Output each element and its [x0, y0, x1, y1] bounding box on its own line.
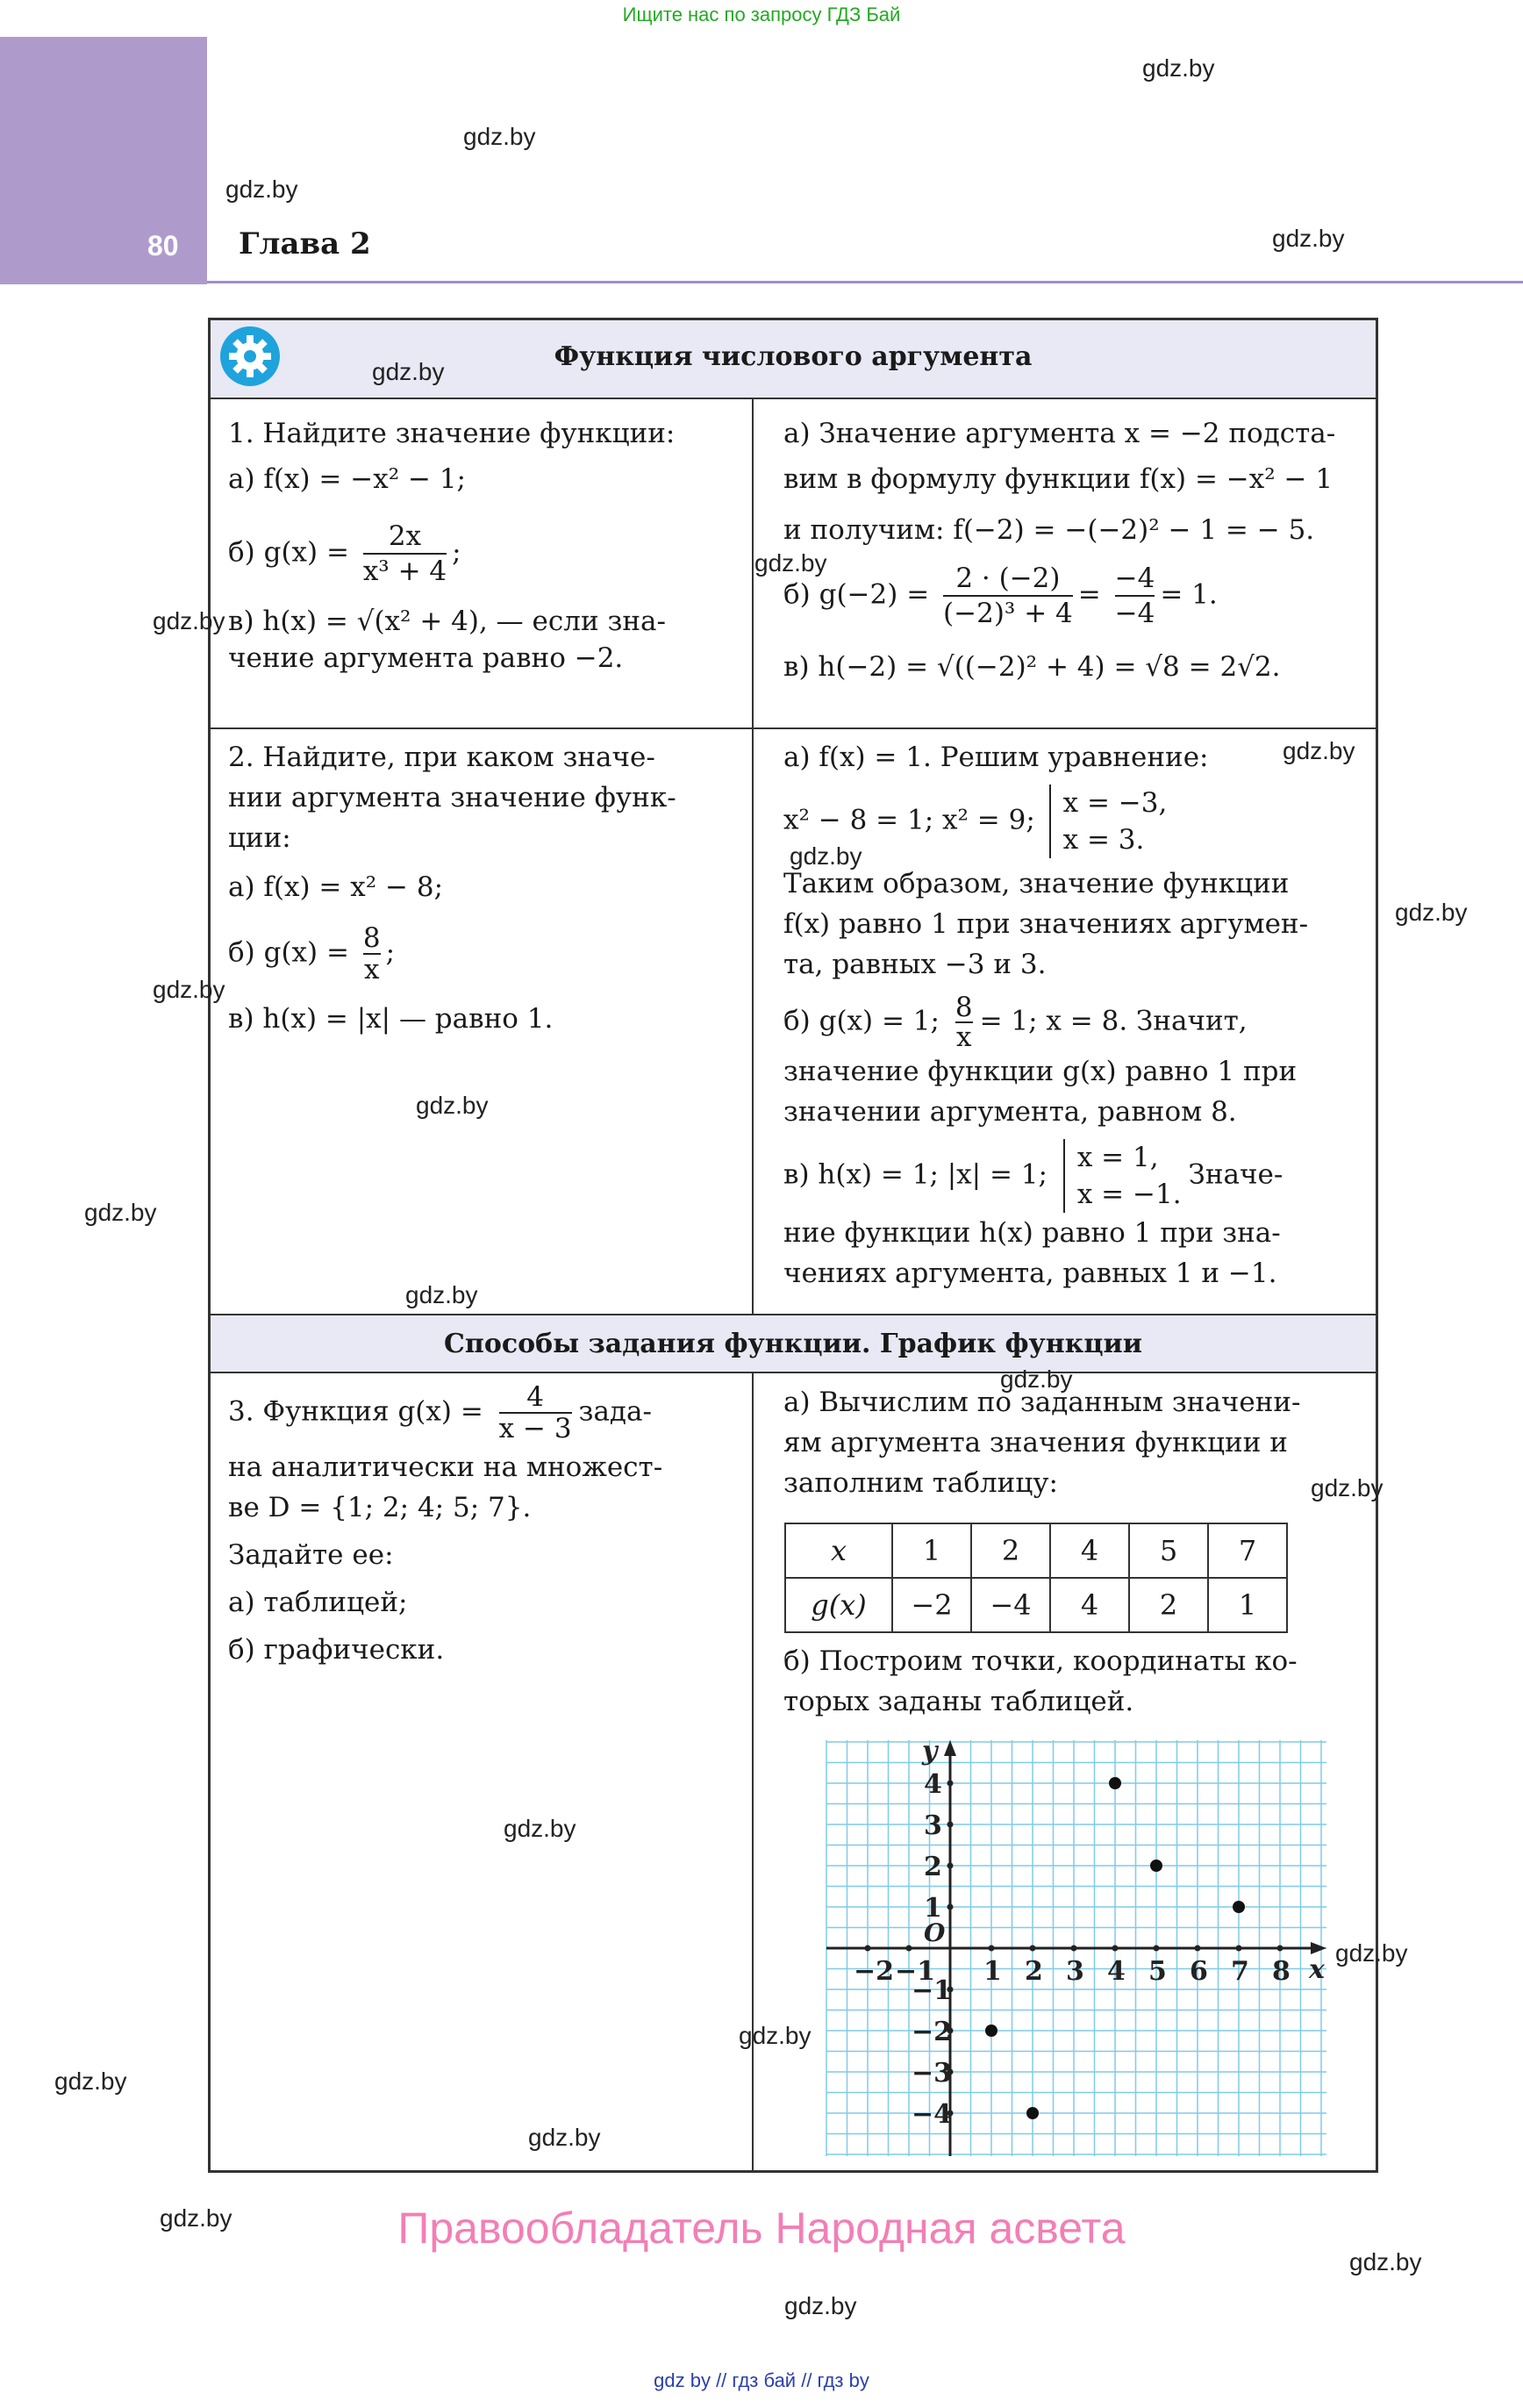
task1-answer-b: б) g(−2) = $\frac{2 \cdot (-2)}{\text{(−2)³ + 4}}$ = $\frac{-4}{-4}$ = 1.	[783, 563, 1218, 629]
watermark: gdz.by	[153, 607, 225, 634]
task2-item-b: б) g(x) = $\frac{8}{x}$ ;	[228, 922, 396, 985]
x-tick-label: −1	[895, 1956, 936, 1987]
y-tick	[947, 1904, 954, 1910]
x-axis-arrow	[1311, 1942, 1326, 1954]
watermark: gdz.by	[372, 358, 445, 385]
section-title-1: Функция числового аргумента	[554, 341, 1033, 372]
x-tick	[906, 1946, 912, 1952]
data-point	[1150, 1860, 1162, 1872]
task2-question	[228, 737, 737, 1039]
y-tick-label: −2	[912, 2017, 953, 2047]
task2-answer-c: в) h(x) = 1; |x| = 1; x = 1, x = −1. Значе-	[783, 1139, 1371, 1213]
x-tick-label: 7	[1231, 1956, 1249, 1987]
watermark: gdz.by	[528, 2124, 601, 2151]
x-tick	[1195, 1946, 1201, 1952]
x-tick-label: 8	[1272, 1956, 1291, 1987]
task1-item-c: в) h(x) = √(x² + 4), — если зна-	[228, 606, 666, 637]
x-tick-label: 5	[1148, 1956, 1167, 1987]
task1-question	[228, 411, 737, 681]
y-tick-label: 3	[924, 1810, 942, 1841]
watermark: gdz.by	[153, 976, 225, 1003]
task3-line3: ве D = {1; 2; 4; 5; 7}.	[228, 1492, 532, 1523]
task3-line1: 3. Функция g(x) = $\frac{4}{x - 3}$ зада-	[228, 1381, 652, 1444]
x-tick-label: 3	[1066, 1956, 1084, 1987]
y-tick	[947, 1863, 954, 1869]
table-cell: 2	[971, 1523, 1050, 1578]
x-tick-label: 1	[983, 1956, 1002, 1987]
y-tick-label: 1	[924, 1893, 942, 1924]
x-tick	[1071, 1946, 1077, 1952]
task2-answer-a2: x² − 8 = 1; x² = 9; x = −3, x = 3.	[783, 785, 1371, 858]
table-cell: 7	[1208, 1523, 1287, 1578]
watermark: gdz.by	[160, 2204, 232, 2232]
table-cell: −2	[892, 1578, 971, 1632]
y-tick-label: 2	[924, 1852, 942, 1882]
top-note: Ищите нас по запросу ГДЗ Бай	[622, 4, 901, 25]
watermark: gdz.by	[84, 1199, 157, 1226]
task1-answer	[783, 411, 1371, 690]
row-divider	[211, 727, 1376, 729]
task1-item-a: а) f(x) = −x² − 1;	[228, 463, 466, 495]
task3-line2: на аналитически на множест-	[228, 1451, 663, 1483]
watermark: gdz.by	[416, 1092, 489, 1119]
task2-answer-a5: та, равных −3 и 3.	[783, 949, 1047, 980]
table-cell: 2	[1129, 1578, 1208, 1632]
watermark: gdz.by	[1272, 225, 1345, 252]
table-cell: 5	[1129, 1523, 1208, 1578]
task2-answer-b: б) g(x) = 1; $\frac{8}{x}$ = 1; x = 8. Значит,	[783, 992, 1248, 1053]
task2-item-a: а) f(x) = x² − 8;	[228, 871, 444, 903]
watermark: gdz.by	[225, 176, 298, 203]
watermark: gdz.by	[1283, 737, 1355, 764]
data-point	[1026, 2107, 1039, 2119]
fraction-denominator: x³ + 4	[362, 555, 447, 587]
x-tick	[989, 1946, 995, 1952]
header-rule	[207, 281, 1523, 283]
task1-answer-a2: вим в формулу функции f(x) = −x² − 1	[783, 463, 1334, 495]
task3-line4: Задайте ее:	[228, 1539, 394, 1571]
gear-icon	[220, 326, 280, 386]
table-cell: 4	[1050, 1523, 1129, 1578]
data-point	[985, 2025, 997, 2037]
watermark: gdz.by	[405, 1281, 478, 1308]
task3-answer-a1: а) Вычислим по заданным значени-	[783, 1387, 1301, 1418]
bottom-note: gdz by // гдз бай // гдз by	[654, 2369, 869, 2391]
watermark: gdz.by	[784, 2292, 857, 2319]
task2-answer	[783, 737, 1371, 1294]
data-point	[1233, 1901, 1245, 1913]
task3-answer-b	[783, 1641, 1371, 1722]
table-cell: x	[785, 1523, 892, 1578]
section-title-2: Способы задания функции. График функции	[443, 1329, 1142, 1359]
task1-answer-a1: а) Значение аргумента x = −2 подста-	[783, 418, 1336, 449]
y-axis-label: y	[922, 1736, 938, 1767]
watermark: gdz.by	[463, 123, 536, 150]
task2-answer-a1: а) f(x) = 1. Решим уравнение:	[783, 742, 1209, 773]
x-axis-label: x	[1309, 1954, 1325, 1985]
task2-line1: 2. Найдите, при каком значе-	[228, 742, 655, 773]
watermark: gdz.by	[739, 2022, 812, 2049]
watermark: gdz.by	[1142, 54, 1215, 82]
x-tick	[1277, 1946, 1283, 1952]
y-tick-label: 4	[924, 1769, 942, 1800]
task2-answer-c3: чениях аргумента, равных 1 и −1.	[783, 1258, 1277, 1289]
x-tick-label: 4	[1107, 1956, 1126, 1987]
table-cell: 1	[1208, 1578, 1287, 1632]
y-tick-label: −1	[912, 1975, 953, 2006]
watermark: gdz.by	[54, 2068, 127, 2095]
task3-answer-b1: б) Построим точки, координаты ко-	[783, 1645, 1298, 1677]
task2-answer-b3: значении аргумента, равном 8.	[783, 1096, 1237, 1128]
task2-line2: нии аргумента значение функ-	[228, 782, 676, 813]
task1-answer-a3: и получим: f(−2) = −(−2)² − 1 = − 5.	[783, 514, 1315, 546]
watermark: gdz.by	[754, 549, 827, 577]
watermark: gdz.by	[790, 842, 862, 870]
coordinate-plot	[816, 1733, 1334, 2163]
table-cell: 1	[892, 1523, 971, 1578]
column-divider-top	[752, 399, 754, 1314]
table-cell: 4	[1050, 1578, 1129, 1632]
task2-line3: ции:	[228, 822, 291, 854]
task1-answer-c: в) h(−2) = √((−2)² + 4) = √8 = 2√2.	[783, 651, 1281, 683]
watermark: gdz.by	[1311, 1474, 1384, 1501]
task2-answer-a3: Таким образом, значение функции	[783, 868, 1290, 899]
y-tick	[947, 1822, 954, 1828]
task3-question	[228, 1382, 737, 1670]
watermark: gdz.by	[1000, 1365, 1073, 1393]
y-tick-label: −4	[912, 2099, 953, 2130]
watermark: gdz.by	[1335, 1939, 1408, 1967]
section-header-2	[211, 1314, 1376, 1373]
x-tick-label: −2	[854, 1956, 895, 1987]
watermark: gdz.by	[504, 1815, 576, 1842]
task3-item-b: б) графически.	[228, 1634, 445, 1666]
task2-answer-a4: f(x) равно 1 при значениях аргумен-	[783, 908, 1309, 940]
column-divider-bottom	[752, 1373, 754, 2172]
values-table	[784, 1523, 1288, 1633]
task1-item-b: б) g(x) = $\frac{2x}{\text{x³ + 4}}$ ;	[228, 520, 461, 587]
task3-answer-b2: торых заданы таблицей.	[783, 1686, 1134, 1717]
task1-title: 1. Найдите значение функции:	[228, 418, 676, 449]
x-tick	[1154, 1946, 1160, 1952]
copyright-notice: Правообладатель Народная асвета	[397, 2204, 1126, 2253]
x-tick	[865, 1946, 871, 1952]
table-row	[785, 1578, 1287, 1632]
table-cell: −4	[971, 1578, 1050, 1632]
task3-answer-a3: заполним таблицу:	[783, 1467, 1058, 1499]
table-cell: g(x)	[785, 1578, 892, 1632]
task3-item-a: а) таблицей;	[228, 1587, 408, 1618]
x-tick-label: 2	[1025, 1956, 1043, 1987]
task3-answer-a2: ям аргумента значения функции и	[783, 1427, 1288, 1458]
x-tick	[1030, 1946, 1036, 1952]
task2-answer-c2: ние функции h(x) равно 1 при зна-	[783, 1217, 1281, 1249]
y-tick	[947, 1781, 954, 1787]
task3-answer	[783, 1382, 1371, 1503]
x-tick	[1236, 1946, 1242, 1952]
data-point	[1109, 1777, 1121, 1789]
watermark: gdz.by	[1395, 899, 1468, 926]
table-row	[785, 1523, 1287, 1578]
x-tick-label: 6	[1190, 1956, 1208, 1987]
page-number: 80	[147, 230, 179, 262]
watermark: gdz.by	[1349, 2248, 1422, 2275]
origin-label: O	[924, 1918, 946, 1947]
y-tick-label: −3	[912, 2058, 953, 2089]
task2-answer-b2: значение функции g(x) равно 1 при	[783, 1056, 1298, 1087]
task2-item-c: в) h(x) = |x| — равно 1.	[228, 1003, 554, 1035]
chapter-title: Глава 2	[239, 226, 371, 262]
fraction-numerator: 2x	[363, 520, 447, 555]
x-tick	[1112, 1946, 1119, 1952]
task1-item-c-cont: чение аргумента равно −2.	[228, 642, 624, 674]
